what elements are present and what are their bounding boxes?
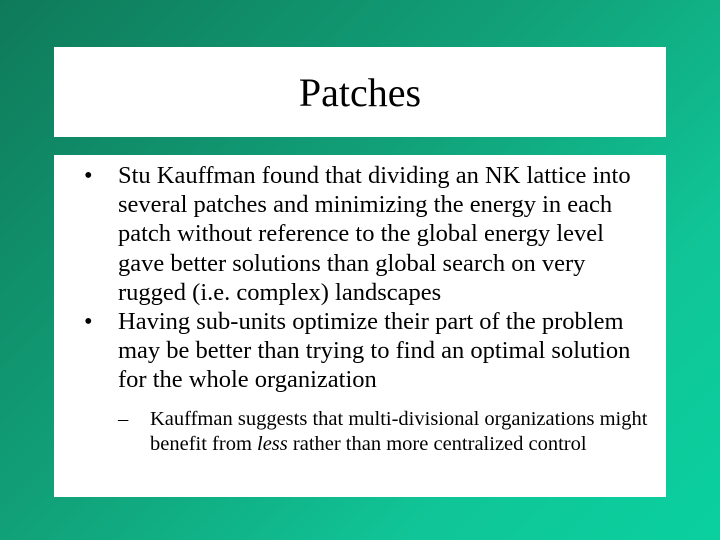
bullet-text-2: Having sub-units optimize their part of the problem may be better than trying to find an optimal solution for the whole organization xyxy=(118,308,631,394)
subbullet-text-before: Kauffman suggests that multi-divisional organizations might benefit from xyxy=(150,407,648,456)
bullet-item-2 xyxy=(84,307,650,395)
bullet-item-1 xyxy=(84,161,650,307)
bullet-marker: • xyxy=(84,308,93,336)
content-panel xyxy=(54,155,666,497)
bullet-marker: • xyxy=(84,162,93,189)
subbullet-emphasis: less xyxy=(257,433,288,456)
slide-title: Patches xyxy=(298,70,422,115)
subbullet-list xyxy=(84,407,650,458)
bullet-text-1: Stu Kauffman found that dividing an NK lattice into several patches and minimizing the energy in each patch without reference to the global energy level gave better solutions than global search on very rugged (i.e. complex) landscapes xyxy=(118,162,631,306)
subbullet-marker: – xyxy=(118,407,129,430)
subbullet-text-after: rather than more centralized control xyxy=(287,433,587,456)
subbullet-item xyxy=(118,407,650,458)
title-panel xyxy=(54,47,666,137)
bullet-list xyxy=(84,161,650,395)
